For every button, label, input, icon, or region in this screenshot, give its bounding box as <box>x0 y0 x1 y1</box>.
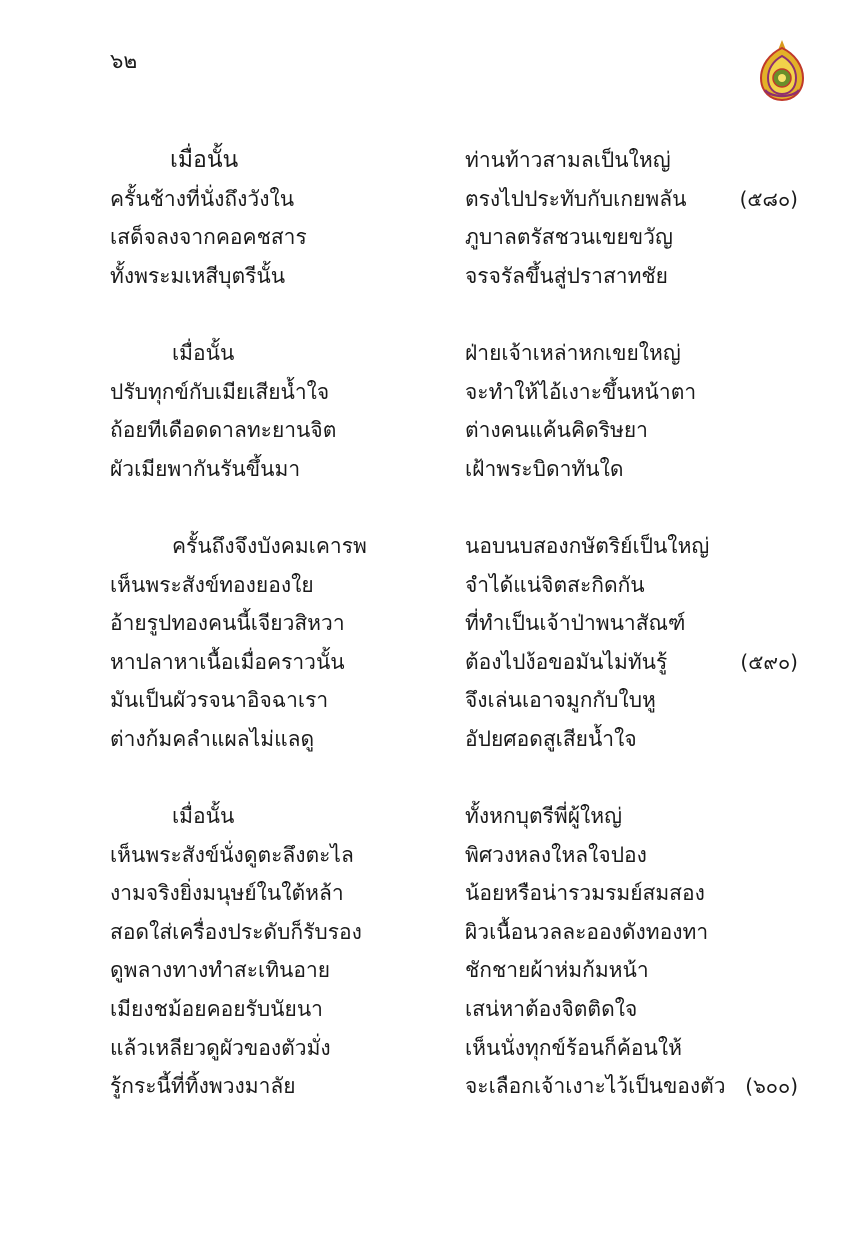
verse-left: เห็นพระสังข์นั่งดูตะลึงตะไล <box>110 842 354 867</box>
stanza-2 <box>0 334 844 488</box>
verse-right: เฝ้าพระบิดาทันใด <box>465 456 624 481</box>
verse-left: อ้ายรูปทองคนนี้เจียวสิหวา <box>110 611 345 636</box>
verse-right: ท่านท้าวสามลเป็นใหญ่ <box>465 148 671 172</box>
verse-line <box>0 218 844 257</box>
verse-line <box>0 604 844 643</box>
verse-left: ต่างก้มคลำแผลไม่แลดู <box>110 726 315 751</box>
verse-line <box>0 373 844 412</box>
verse-right: ผิวเนื้อนวลละอองดังทองทา <box>465 919 709 944</box>
verse-left: ถ้อยทีเดือดดาลทะยานจิต <box>110 418 337 443</box>
stanza-3 <box>0 527 844 759</box>
verse-left: ปรับทุกข์กับเมียเสียน้ำใจ <box>110 379 330 404</box>
verse-right: ต้องไปง้อขอมันไม่ทันรู้ <box>465 649 668 674</box>
verse-line <box>0 411 844 450</box>
page-number: ๖๒ <box>110 49 138 73</box>
verse-line <box>0 180 844 219</box>
verse-line <box>0 334 844 373</box>
verse-right: ชักชายผ้าห่มก้มหน้า <box>465 958 649 983</box>
verse-line <box>0 951 844 990</box>
stanza-4 <box>0 797 844 1106</box>
verse-left: มันเป็นผัวรจนาอิจฉาเรา <box>110 688 329 713</box>
verse-line <box>0 874 844 913</box>
verse-right: เห็นนั่งทุกข์ร้อนก็ค้อนให้ <box>465 1035 682 1060</box>
verse-line <box>0 913 844 952</box>
verse-left: ดูพลางทางทำสะเทินอาย <box>110 958 331 983</box>
verse-line <box>0 257 844 296</box>
verse-right: ต่างคนแค้นคิดริษยา <box>465 418 648 443</box>
verse-line <box>0 720 844 759</box>
verse-left: แล้วเหลียวดูผัวของตัวมั่ง <box>110 1035 331 1060</box>
verse-line <box>0 566 844 605</box>
verse-line <box>0 836 844 875</box>
verse-left: หาปลาหาเนื้อเมื่อคราวนั้น <box>110 649 345 674</box>
verse-line <box>0 450 844 489</box>
verse-left: ครั้นถึงจึงบังคมเคารพ <box>172 534 367 558</box>
verse-left: เห็นพระสังข์ทองยองใย <box>110 572 314 597</box>
verse-line <box>0 681 844 720</box>
verse-right: นอบนบสองกษัตริย์เป็นใหญ่ <box>465 534 710 558</box>
verse-right: ตรงไปประทับกับเกยพลัน <box>465 186 687 211</box>
royal-emblem-icon <box>757 38 807 102</box>
verse-line <box>0 1029 844 1068</box>
verse-right: ทั้งหกบุตรีพี่ผู้ใหญ่ <box>465 804 623 828</box>
verse-line <box>0 1067 844 1106</box>
verse-right: ภูบาลตรัสชวนเขยขวัญ <box>465 225 673 250</box>
verse-line <box>0 643 844 682</box>
verse-left: เมื่อนั้น <box>172 804 235 828</box>
verse-right: จะทำให้ไอ้เงาะขึ้นหน้าตา <box>465 379 697 404</box>
verse-right: จะเลือกเจ้าเงาะไว้เป็นของตัว <box>465 1074 726 1099</box>
verse-right: เสน่หาต้องจิตติดใจ <box>465 996 638 1021</box>
verse-right: จึงเล่นเอาจมูกกับใบหู <box>465 688 656 713</box>
verse-number: (๕๘๐) <box>739 186 798 211</box>
verse-left: งามจริงยิ่งมนุษย์ในใต้หล้า <box>110 881 344 906</box>
verse-left: สอดใส่เครื่องประดับก็รับรอง <box>110 919 362 944</box>
verse-line <box>0 141 844 180</box>
verse-left: รู้กระนี้ที่ทิ้งพวงมาลัย <box>110 1074 296 1099</box>
verse-right: พิศวงหลงใหลใจปอง <box>465 842 647 867</box>
verse-line <box>0 527 844 566</box>
verse-left: ผัวเมียพากันรันขึ้นมา <box>110 456 301 481</box>
verse-number: (๖๐๐) <box>745 1074 798 1099</box>
verse-right: จำได้แน่จิตสะกิดกัน <box>465 572 645 597</box>
verse-left: เมื่อนั้น <box>170 147 239 173</box>
verse-right: น้อยหรือน่ารวมรมย์สมสอง <box>465 881 705 906</box>
verse-left: เมื่อนั้น <box>172 341 235 365</box>
verse-right: อัปยศอดสูเสียน้ำใจ <box>465 726 637 751</box>
stanza-1 <box>0 141 844 295</box>
verse-right: จรจรัลขึ้นสู่ปราสาทชัย <box>465 263 668 288</box>
verse-left: ครั้นช้างที่นั่งถึงวังใน <box>110 186 295 211</box>
verse-line <box>0 990 844 1029</box>
verse-number: (๕๙๐) <box>740 649 798 674</box>
verse-left: เสด็จลงจากคอคชสาร <box>110 225 307 250</box>
verse-left: เมียงชม้อยคอยรับนัยนา <box>110 996 323 1021</box>
verse-right: ฝ่ายเจ้าเหล่าหกเขยใหญ่ <box>465 341 681 365</box>
verse-line <box>0 797 844 836</box>
verse-left: ทั้งพระมเหสีบุตรีนั้น <box>110 263 286 288</box>
verse-right: ที่ทำเป็นเจ้าป่าพนาสัณฑ์ <box>465 611 686 636</box>
